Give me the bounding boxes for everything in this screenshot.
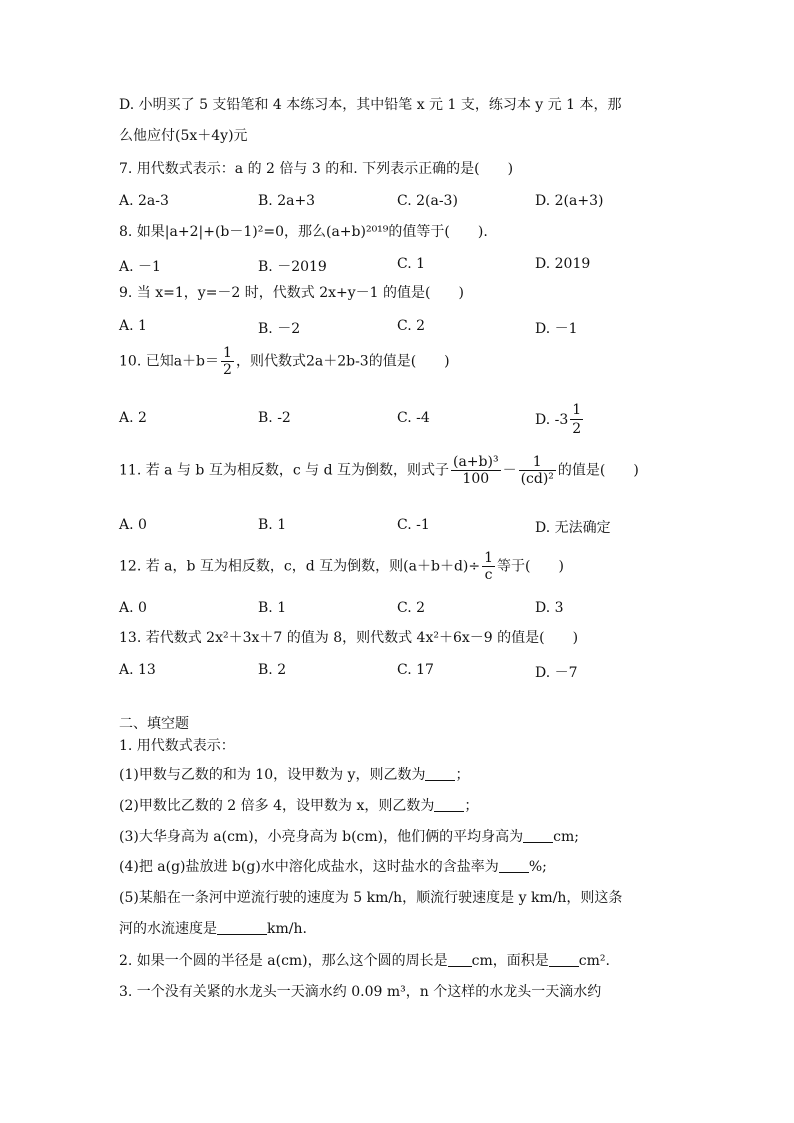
q7-option-a[interactable]: A. 2a-3 <box>119 193 169 209</box>
fill-q1-part5-line2 <box>119 922 307 936</box>
q7-option-d[interactable]: D. 2(a+3) <box>535 193 604 209</box>
q12-stem <box>119 551 564 582</box>
q11-option-d[interactable]: D. 无法确定 <box>535 520 611 536</box>
fill-q1-part2-semicolon: ； <box>464 798 479 814</box>
q9-option-b[interactable]: B. －2 <box>258 321 301 337</box>
q12-stem-prefix: 12. 若 a，b 互为相反数，c，d 互为倒数，则(a＋b＋d)÷ <box>119 558 481 575</box>
fill-q1-part3-unit: cm; <box>553 829 579 845</box>
q8-stem: 8. 如果|a+2|+(b－1)²=0，那么(a+b)²⁰¹⁹的值等于( ). <box>119 224 488 240</box>
q7-stem: 7. 用代数式表示：a 的 2 倍与 3 的和. 下列表示正确的是( ) <box>119 161 514 177</box>
fill-q1-part5-text: 河的水流速度是 <box>119 921 217 937</box>
q13-option-c[interactable]: C. 17 <box>397 662 434 678</box>
q12-option-b[interactable]: B. 1 <box>258 600 287 616</box>
q7-option-b[interactable]: B. 2a+3 <box>258 193 316 209</box>
q6-option-d-line2: 么他应付(5x＋4y)元 <box>119 128 248 144</box>
q9-options <box>119 318 679 337</box>
q10-option-d-numerator: 1 <box>572 402 582 418</box>
q11-fraction-2-numerator: 1 <box>519 455 556 471</box>
q9-option-d[interactable]: D. －1 <box>535 321 578 337</box>
q8-option-d[interactable]: D. 2019 <box>535 256 591 272</box>
q10-option-d-denominator: 2 <box>572 421 582 437</box>
fill-q1-part4 <box>119 860 547 874</box>
q10-stem-suffix: ，则代数式2a＋2b-3的值是( ) <box>235 353 450 370</box>
fill-q1-part5-blank[interactable] <box>217 922 267 935</box>
q7-option-c[interactable]: C. 2(a-3) <box>397 193 458 209</box>
fill-q2-text: 2. 如果一个圆的半径是 a(cm)，那么这个圆的周长是 <box>119 953 448 969</box>
q11-stem-suffix: 的值是( ) <box>557 462 639 479</box>
q7-options <box>119 193 679 209</box>
q10-option-c[interactable]: C. -4 <box>397 410 430 426</box>
q13-option-d[interactable]: D. －7 <box>535 665 578 681</box>
fill-q1-part4-text: (4)把 a(g)盐放进 b(g)水中溶化成盐水，这时盐水的含盐率为 <box>119 859 499 875</box>
fill-q1-part2-blank[interactable] <box>434 799 464 812</box>
q8-option-c[interactable]: C. 1 <box>397 256 426 272</box>
fill-q1-part3-text: (3)大华身高为 a(cm)，小亮身高为 b(cm)，他们俩的平均身高为 <box>119 829 524 845</box>
q9-option-c[interactable]: C. 2 <box>397 318 426 334</box>
q12-option-d[interactable]: D. 3 <box>535 600 564 616</box>
q12-option-c[interactable]: C. 2 <box>397 600 426 616</box>
q11-option-a[interactable]: A. 0 <box>119 517 147 533</box>
q10-fraction-numerator: 1 <box>223 345 232 361</box>
fill-q1-part4-blank[interactable] <box>499 860 529 873</box>
q10-option-a[interactable]: A. 2 <box>119 410 147 426</box>
q13-option-a[interactable]: A. 13 <box>119 662 156 678</box>
q6-option-d-line1: D. 小明买了 5 支铅笔和 4 本练习本，其中铅笔 x 元 1 支，练习本 y 元 1 本，那 <box>119 97 622 113</box>
q10-options <box>119 402 679 436</box>
fill-q2 <box>119 954 610 968</box>
q8-option-a[interactable]: A. －1 <box>119 259 161 275</box>
fill-q1-part2 <box>119 799 478 813</box>
fill-q2-blank-circumference[interactable] <box>448 954 472 967</box>
fill-q1-part5-unit: km/h. <box>267 921 307 937</box>
q12-stem-suffix: 等于( ) <box>497 558 564 575</box>
q10-fraction-denominator: 2 <box>223 362 232 378</box>
q10-stem <box>119 346 450 377</box>
q11-option-b[interactable]: B. 1 <box>258 517 287 533</box>
q11-stem-prefix: 11. 若 a 与 b 互为相反数，c 与 d 互为倒数，则式子 <box>119 462 449 479</box>
fill-q1-part1 <box>119 768 469 782</box>
fill-q1-part1-semicolon: ； <box>455 767 470 783</box>
section-2-title: 二、填空题 <box>119 716 189 732</box>
fill-q1-part4-unit: %; <box>528 859 547 875</box>
q10-option-d-prefix: D. -3 <box>535 411 569 428</box>
q13-option-b[interactable]: B. 2 <box>258 662 287 678</box>
q11-fraction-1-denominator: 100 <box>462 471 490 487</box>
q9-stem: 9. 当 x=1，y=－2 时，代数式 2x+y－1 的值是( ) <box>119 285 464 301</box>
q13-options <box>119 662 679 681</box>
q11-fraction-2 <box>519 455 556 486</box>
q11-minus: － <box>502 462 517 479</box>
fill-q1-part3-blank[interactable] <box>523 830 553 843</box>
q12-fraction-denominator: c <box>484 567 493 583</box>
q11-fraction-1-numerator: (a+b)³ <box>452 454 499 470</box>
fill-q1-stem: 1. 用代数式表示： <box>119 738 235 754</box>
q11-options <box>119 517 679 536</box>
fill-q1-part2-text: (2)甲数比乙数的 2 倍多 4，设甲数为 x，则乙数为 <box>119 798 435 814</box>
fill-q1-part1-text: (1)甲数与乙数的和为 10，设甲数为 y，则乙数为 <box>119 767 426 783</box>
q12-fraction-numerator: 1 <box>484 550 494 566</box>
q8-options <box>119 256 679 275</box>
q10-fraction <box>221 346 234 377</box>
fill-q2-mid: cm，面积是 <box>471 953 549 969</box>
q10-option-d-fraction <box>570 402 583 437</box>
q12-fraction <box>482 551 495 582</box>
q13-stem: 13. 若代数式 2x²＋3x＋7 的值为 8，则代数式 4x²＋6x－9 的值是( ) <box>119 630 579 646</box>
q12-options <box>119 600 679 616</box>
q10-option-b[interactable]: B. -2 <box>258 410 291 426</box>
fill-q1-part3 <box>119 830 579 844</box>
q11-stem <box>119 455 639 486</box>
q11-option-c[interactable]: C. -1 <box>397 517 430 533</box>
q11-fraction-2-denominator: (cd)² <box>520 471 554 487</box>
q8-option-b[interactable]: B. －2019 <box>258 259 327 275</box>
fill-q1-part5-line1: (5)某船在一条河中逆流行驶的速度为 5 km/h，顺流行驶速度是 y km/h，则这条 <box>119 890 623 906</box>
q9-option-a[interactable]: A. 1 <box>119 318 147 334</box>
fill-q3: 3. 一个没有关紧的水龙头一天滴水约 0.09 m³，n 个这样的水龙头一天滴水约 <box>119 984 602 1000</box>
fill-q2-unit: cm². <box>578 953 610 969</box>
q11-fraction-1 <box>451 455 501 486</box>
q10-option-d[interactable] <box>535 402 585 437</box>
q12-option-a[interactable]: A. 0 <box>119 600 147 616</box>
fill-q1-part1-blank[interactable] <box>425 768 455 781</box>
q10-stem-prefix: 10. 已知a＋b＝ <box>119 353 220 370</box>
fill-q2-blank-area[interactable] <box>549 954 579 967</box>
